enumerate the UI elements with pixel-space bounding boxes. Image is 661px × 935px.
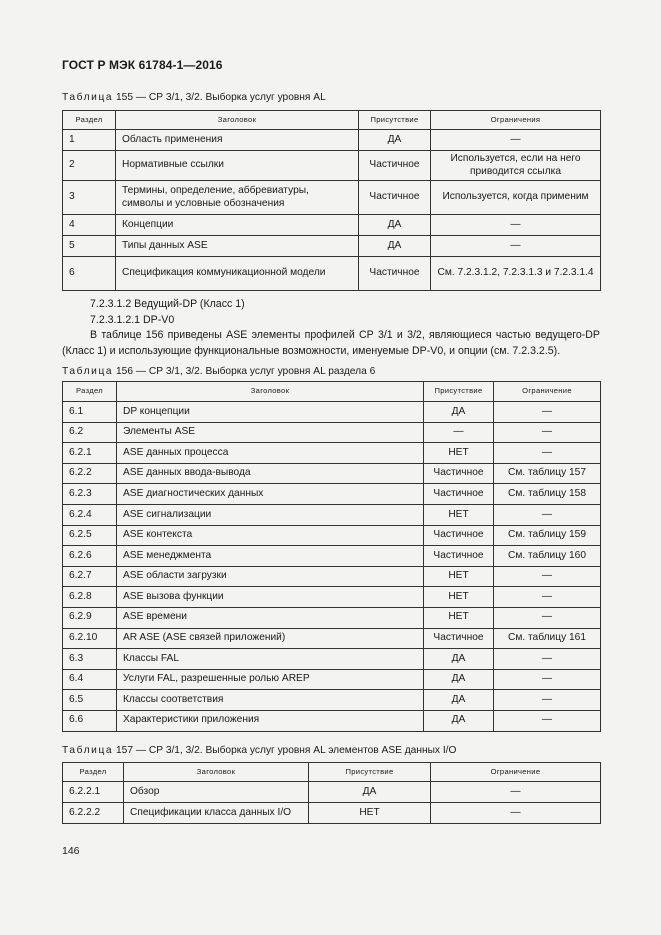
section-cell: 6.1 (63, 402, 117, 423)
presence-cell: НЕТ (424, 607, 494, 628)
presence-cell: Частичное (424, 463, 494, 484)
column-header: Ограничения (431, 111, 601, 130)
table-row (63, 463, 601, 484)
table-row (63, 443, 601, 464)
column-header: Ограничение (431, 763, 601, 782)
title-cell: Спецификация коммуникационной модели (116, 257, 359, 291)
section-cell: 6.2.10 (63, 628, 117, 649)
restriction-cell: — (494, 402, 601, 423)
table-row (63, 484, 601, 505)
table-155-caption-text: 155 — СР 3/1, 3/2. Выборка услуг уровня AL (113, 92, 326, 103)
column-header: Раздел (63, 111, 116, 130)
table-row (63, 587, 601, 608)
table-row (63, 782, 601, 803)
presence-cell: НЕТ (424, 566, 494, 587)
restriction-cell: — (431, 803, 601, 824)
title-cell: Элементы ASE (117, 422, 424, 443)
table-row (63, 215, 601, 236)
title-cell: Классы соответствия (117, 690, 424, 711)
presence-cell: НЕТ (309, 803, 431, 824)
table-header-row (63, 382, 601, 402)
table-156-caption (62, 366, 375, 377)
table-header-row (63, 763, 601, 782)
table-155 (62, 110, 601, 291)
section-cell: 6.2.4 (63, 504, 117, 525)
table-156-caption-prefix: Таблица (62, 366, 114, 377)
table-row (63, 669, 601, 690)
title-cell: ASE менеджмента (117, 546, 424, 567)
table-row (63, 607, 601, 628)
table-row (63, 181, 601, 215)
title-cell: Услуги FAL, разрешенные ролью AREP (117, 669, 424, 690)
table-row (63, 236, 601, 257)
section-cell: 6.2.5 (63, 525, 117, 546)
column-header: Ограничение (494, 382, 601, 402)
section-cell: 6.2 (63, 422, 117, 443)
restriction-cell: — (494, 504, 601, 525)
title-cell: Нормативные ссылки (116, 151, 359, 181)
table-155-caption (62, 92, 326, 103)
presence-cell: Частичное (359, 257, 431, 291)
presence-cell: Частичное (359, 151, 431, 181)
restriction-cell: — (431, 215, 601, 236)
section-cell: 6.2.9 (63, 607, 117, 628)
restriction-cell: — (494, 710, 601, 731)
title-cell: ASE времени (117, 607, 424, 628)
title-cell: ASE области загрузки (117, 566, 424, 587)
body-text (62, 297, 600, 359)
column-header: Заголовок (124, 763, 309, 782)
presence-cell: ДА (359, 215, 431, 236)
title-cell: Концепции (116, 215, 359, 236)
section-cell: 6.2.8 (63, 587, 117, 608)
title-cell: ASE диагностических данных (117, 484, 424, 505)
restriction-cell: Используется, когда применим (431, 181, 601, 215)
restriction-cell: См. таблицу 161 (494, 628, 601, 649)
presence-cell: ДА (424, 669, 494, 690)
column-header: Присутствие (359, 111, 431, 130)
section-cell: 6 (63, 257, 116, 291)
table-row (63, 690, 601, 711)
section-heading: 7.2.3.1.2 Ведущий-DP (Класс 1) (90, 298, 245, 310)
section-cell: 6.2.7 (63, 566, 117, 587)
title-cell: Термины, определение, аббревиатуры, символы и условные обозначения (116, 181, 359, 215)
restriction-cell: — (494, 587, 601, 608)
section-cell: 6.5 (63, 690, 117, 711)
restriction-cell: — (431, 130, 601, 151)
title-cell: ASE сигнализации (117, 504, 424, 525)
table-row (63, 504, 601, 525)
table-157-caption-text: 157 — СР 3/1, 3/2. Выборка услуг уровня AL элементов ASE данных I/O (113, 745, 457, 756)
restriction-cell: — (494, 649, 601, 670)
table-row (63, 257, 601, 291)
table-header-row (63, 111, 601, 130)
section-cell: 6.2.6 (63, 546, 117, 567)
section-cell: 6.4 (63, 669, 117, 690)
title-cell: ASE контекста (117, 525, 424, 546)
presence-cell: ДА (359, 130, 431, 151)
title-cell: DP концепции (117, 402, 424, 423)
presence-cell: Частичное (424, 546, 494, 567)
section-cell: 6.3 (63, 649, 117, 670)
table-155-caption-prefix: Таблица (62, 92, 114, 103)
restriction-cell: См. таблицу 160 (494, 546, 601, 567)
table-row (63, 649, 601, 670)
title-cell: Обзор (124, 782, 309, 803)
restriction-cell: — (494, 566, 601, 587)
column-header: Заголовок (117, 382, 424, 402)
presence-cell: Частичное (424, 484, 494, 505)
restriction-cell: См. таблицу 157 (494, 463, 601, 484)
restriction-cell: Используется, если на него приводится ссылка (431, 151, 601, 181)
presence-cell: ДА (424, 690, 494, 711)
table-row (63, 803, 601, 824)
restriction-cell: — (431, 782, 601, 803)
table-row (63, 525, 601, 546)
table-row (63, 628, 601, 649)
restriction-cell: — (494, 669, 601, 690)
presence-cell: ДА (424, 402, 494, 423)
restriction-cell: — (494, 422, 601, 443)
column-header: Присутствие (424, 382, 494, 402)
paragraph: В таблице 156 приведены ASE элементы профилей СР 3/1 и 3/2, являющиеся частью ведущего-DP (Класс 1) и использующие функциональные возможности, именуемые DP-V0, и опции (см. 7.2.3.2.5). (62, 329, 600, 357)
table-row (63, 402, 601, 423)
restriction-cell: — (431, 236, 601, 257)
page-number: 146 (62, 845, 80, 857)
title-cell: ASE данных ввода-вывода (117, 463, 424, 484)
presence-cell: НЕТ (424, 443, 494, 464)
presence-cell: Частичное (424, 628, 494, 649)
section-cell: 6.6 (63, 710, 117, 731)
table-157-caption (62, 745, 456, 756)
table-156 (62, 381, 601, 732)
section-cell: 1 (63, 130, 116, 151)
column-header: Раздел (63, 382, 117, 402)
table-row (63, 566, 601, 587)
section-cell: 6.2.2.2 (63, 803, 124, 824)
restriction-cell: — (494, 607, 601, 628)
table-row (63, 130, 601, 151)
table-row (63, 546, 601, 567)
title-cell: ASE данных процесса (117, 443, 424, 464)
section-cell: 2 (63, 151, 116, 181)
table-row (63, 710, 601, 731)
table-157-caption-prefix: Таблица (62, 745, 114, 756)
presence-cell: НЕТ (424, 504, 494, 525)
table-row (63, 422, 601, 443)
presence-cell: ДА (424, 649, 494, 670)
section-cell: 4 (63, 215, 116, 236)
presence-cell: ДА (309, 782, 431, 803)
presence-cell: Частичное (424, 525, 494, 546)
section-cell: 6.2.1 (63, 443, 117, 464)
subsection-heading: 7.2.3.1.2.1 DP-V0 (90, 313, 175, 326)
restriction-cell: — (494, 443, 601, 464)
restriction-cell: — (494, 690, 601, 711)
table-156-caption-text: 156 — СР 3/1, 3/2. Выборка услуг уровня AL раздела 6 (113, 366, 376, 377)
section-cell: 3 (63, 181, 116, 215)
presence-cell: НЕТ (424, 587, 494, 608)
column-header: Присутствие (309, 763, 431, 782)
table-157 (62, 762, 601, 824)
section-cell: 6.2.2 (63, 463, 117, 484)
title-cell: Спецификации класса данных I/O (124, 803, 309, 824)
title-cell: Классы FAL (117, 649, 424, 670)
presence-cell: ДА (359, 236, 431, 257)
title-cell: Характеристики приложения (117, 710, 424, 731)
document-header: ГОСТ Р МЭК 61784-1—2016 (62, 58, 223, 72)
section-cell: 5 (63, 236, 116, 257)
presence-cell: — (424, 422, 494, 443)
title-cell: Область применения (116, 130, 359, 151)
restriction-cell: См. таблицу 159 (494, 525, 601, 546)
column-header: Раздел (63, 763, 124, 782)
section-cell: 6.2.2.1 (63, 782, 124, 803)
column-header: Заголовок (116, 111, 359, 130)
table-row (63, 151, 601, 181)
title-cell: ASE вызова функции (117, 587, 424, 608)
restriction-cell: См. 7.2.3.1.2, 7.2.3.1.3 и 7.2.3.1.4 (431, 257, 601, 291)
title-cell: Типы данных ASE (116, 236, 359, 257)
presence-cell: ДА (424, 710, 494, 731)
presence-cell: Частичное (359, 181, 431, 215)
title-cell: AR ASE (ASE связей приложений) (117, 628, 424, 649)
restriction-cell: См. таблицу 158 (494, 484, 601, 505)
section-cell: 6.2.3 (63, 484, 117, 505)
